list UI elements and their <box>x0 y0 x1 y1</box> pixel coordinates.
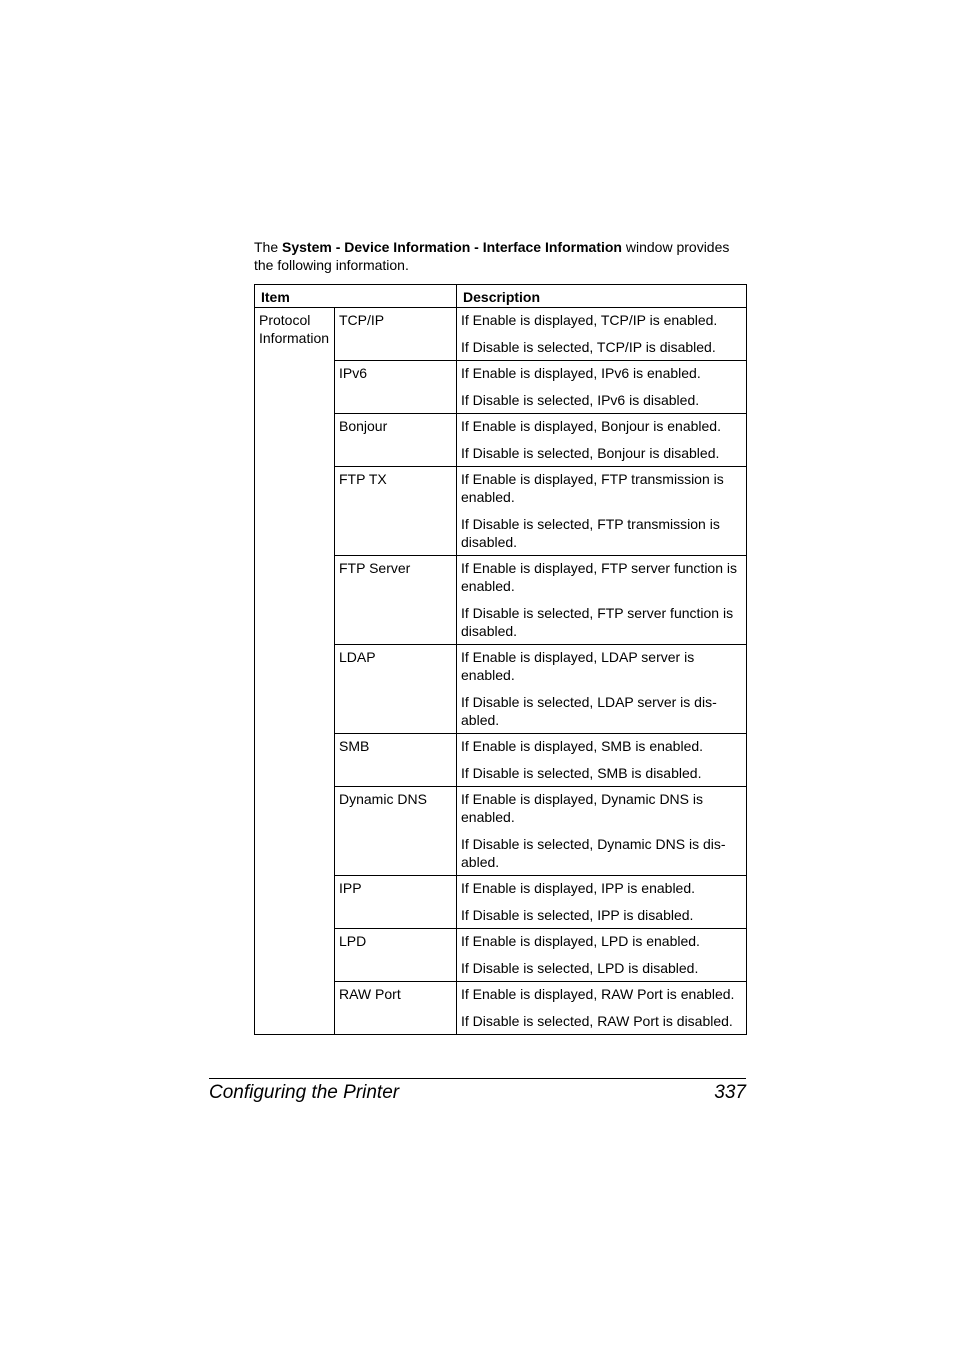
table-body <box>255 308 747 1035</box>
disable-description: If Disable is selected, LPD is disabled. <box>461 960 699 976</box>
enable-description: If Enable is displayed, FTP transmission is enabled. <box>461 471 724 505</box>
protocol-item: IPv6 <box>335 361 457 414</box>
protocol-description <box>457 787 747 876</box>
disable-description: If Disable is selected, SMB is disabled. <box>461 765 702 781</box>
disable-description: If Disable is selected, Bonjour is disabled. <box>461 445 720 461</box>
enable-description: If Enable is displayed, TCP/IP is enabled. <box>461 312 718 328</box>
table-header-row <box>255 285 747 308</box>
protocol-description <box>457 734 747 787</box>
disable-description: If Disable is selected, IPP is disabled. <box>461 907 694 923</box>
intro-window-path: System - Device Information - Interface Information <box>282 239 622 255</box>
protocol-group-label: Protocol Information <box>255 308 335 1035</box>
enable-description: If Enable is displayed, LDAP server is enabled. <box>461 649 695 683</box>
protocol-description <box>457 361 747 414</box>
enable-description: If Enable is displayed, IPv6 is enabled. <box>461 365 701 381</box>
protocol-description <box>457 929 747 982</box>
footer-title: Configuring the Printer <box>209 1082 400 1103</box>
protocol-item: Dynamic DNS <box>335 787 457 876</box>
header-item: Item <box>255 285 457 308</box>
protocol-item: LPD <box>335 929 457 982</box>
protocol-item: RAW Port <box>335 982 457 1035</box>
protocol-item: FTP TX <box>335 467 457 556</box>
protocol-item: FTP Server <box>335 556 457 645</box>
disable-description: If Disable is selected, Dynamic DNS is dis-abled. <box>461 836 726 870</box>
disable-description: If Disable is selected, TCP/IP is disabled. <box>461 339 716 355</box>
table-row <box>255 308 747 361</box>
protocol-description <box>457 876 747 929</box>
page-number: 337 <box>714 1082 746 1103</box>
intro-prefix: The <box>254 239 283 255</box>
protocol-description <box>457 556 747 645</box>
intro-paragraph <box>254 238 749 274</box>
footer-divider <box>209 1078 746 1079</box>
protocol-item: IPP <box>335 876 457 929</box>
header-description: Description <box>457 285 747 308</box>
protocol-item: LDAP <box>335 645 457 734</box>
disable-description: If Disable is selected, IPv6 is disabled. <box>461 392 700 408</box>
protocol-description <box>457 414 747 467</box>
enable-description: If Enable is displayed, Dynamic DNS is enabled. <box>461 791 704 825</box>
disable-description: If Disable is selected, FTP transmission is disabled. <box>461 516 720 550</box>
protocol-item: SMB <box>335 734 457 787</box>
protocol-item: TCP/IP <box>335 308 457 361</box>
enable-description: If Enable is displayed, LPD is enabled. <box>461 933 700 949</box>
protocol-description <box>457 308 747 361</box>
intro-suffix: window provides the following information. <box>254 239 730 273</box>
disable-description: If Disable is selected, RAW Port is disabled. <box>461 1013 733 1029</box>
interface-information-table <box>254 284 747 1035</box>
enable-description: If Enable is displayed, SMB is enabled. <box>461 738 704 754</box>
disable-description: If Disable is selected, FTP server function is disabled. <box>461 605 734 639</box>
protocol-description <box>457 645 747 734</box>
enable-description: If Enable is displayed, Bonjour is enabled. <box>461 418 721 434</box>
protocol-item: Bonjour <box>335 414 457 467</box>
protocol-description <box>457 982 747 1035</box>
enable-description: If Enable is displayed, RAW Port is enabled. <box>461 986 735 1002</box>
disable-description: If Disable is selected, LDAP server is dis-abled. <box>461 694 717 728</box>
enable-description: If Enable is displayed, IPP is enabled. <box>461 880 696 896</box>
enable-description: If Enable is displayed, FTP server function is enabled. <box>461 560 737 594</box>
protocol-description <box>457 467 747 556</box>
